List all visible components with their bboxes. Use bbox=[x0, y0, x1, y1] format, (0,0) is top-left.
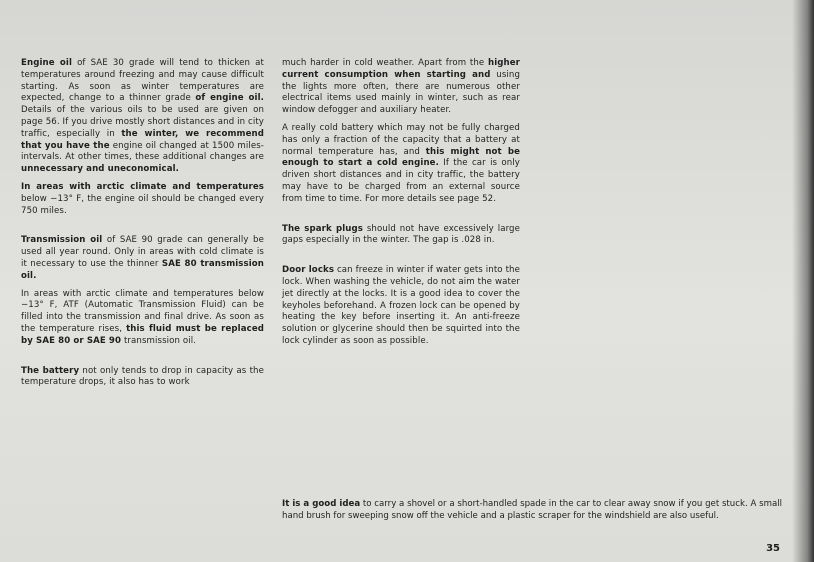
door-locks-paragraph: Door locks can freeze in winter if water gets into the lock. When washing the vehicle, do not aim the water jet directly at the locks. It is a good idea to cover the keyholes beforehand. A frozen lock can be opened by heating the key before inserting it. An anti-freeze solution or glycerine should then be squirted into the lock cylinder as soon as possible. bbox=[282, 265, 520, 346]
left-column bbox=[21, 58, 264, 389]
engine-oil-paragraph: Engine oil of SAE 30 grade will tend to thicken at temperatures around freezing and may cause difficult starting. As soon as winter temperatures are expected, change to a thinner grade of engine oil. Details of the various oils to be used are given on page 56. If you drive mostly short distances and in city traffic, especially in the winter, we recommend that you have the engine oil changed at 1500 miles-intervals. At other times, these additional changes are unnecessary and uneconomical. bbox=[21, 58, 265, 175]
engine-oil-arctic-paragraph: In areas with arctic climate and temperatures below −13° F, the engine oil should be changed every 750 miles. bbox=[21, 181, 264, 216]
battery-heading: The battery bbox=[21, 365, 80, 376]
spark-plugs-heading: The spark plugs bbox=[282, 223, 363, 234]
battery-paragraph: The battery not only tends to drop in capacity as the temperature drops, it also has to work bbox=[21, 365, 264, 388]
transmission-oil-heading: Transmission oil bbox=[21, 235, 103, 246]
bottom-tip-paragraph: It is a good idea to carry a shovel or a short-handled spade in the car to clear away snow if you get stuck. A small hand brush for sweeping snow off the vehicle and a plastic scraper for the windshield are also useful. bbox=[282, 499, 782, 521]
spark-plugs-paragraph: The spark plugs should not have excessively large gaps especially in the winter. The gap is .028 in. bbox=[282, 223, 520, 246]
battery-continued-paragraph: much harder in cold weather. Apart from the higher current consumption when starting and using the lights more often, there are numerous other electrical items used mainly in winter, such as rear window defogger and auxiliary heater. bbox=[282, 58, 520, 116]
page-edge-shadow bbox=[792, 0, 814, 562]
bottom-tip-heading: It is a good idea bbox=[282, 499, 361, 509]
door-locks-heading: Door locks bbox=[282, 265, 335, 276]
page-number: 35 bbox=[766, 543, 780, 554]
right-column bbox=[282, 58, 520, 348]
cold-battery-paragraph: A really cold battery which may not be fully charged has only a fraction of the capacity that a battery at normal temperature has, and this might not be enough to start a cold engine. If the car is only driven short distances and in city traffic, the battery may have to be charged from an external source from time to time. For more details see page 52. bbox=[282, 122, 520, 204]
engine-oil-heading: Engine oil bbox=[21, 58, 73, 68]
transmission-oil-arctic-paragraph: In areas with arctic climate and temperatures below −13° F, ATF (Automatic Transmission Fluid) can be filled into the transmission and final drive. As soon as the temperature rises, this fluid must be replaced by SAE 80 or SAE 90 transmission oil. bbox=[21, 288, 264, 346]
transmission-oil-paragraph: Transmission oil of SAE 90 grade can generally be used all year round. Only in areas with cold climate is it necessary to use the thinner SAE 80 transmission oil. bbox=[21, 235, 264, 281]
